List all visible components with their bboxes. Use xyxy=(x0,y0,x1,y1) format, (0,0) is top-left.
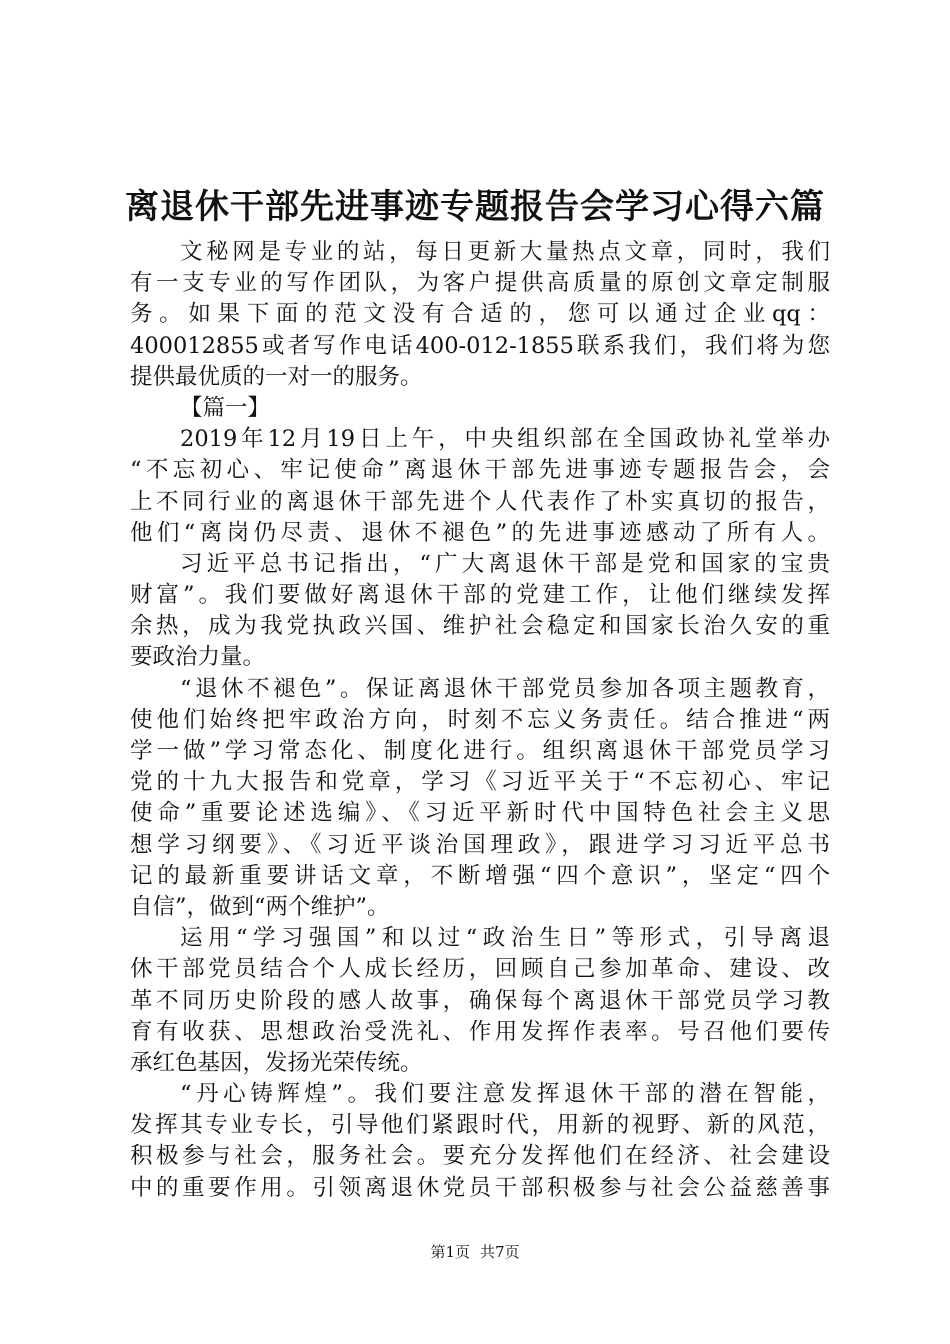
paragraph-line: 运用“学习强国”和以过“政治生日”等形式，引导离退 xyxy=(180,925,830,952)
document-title: 离退休干部先进事迹专题报告会学习心得六篇 xyxy=(125,187,825,227)
paragraph-line: 习近平总书记指出，“广大离退休干部是党和国家的宝贵 xyxy=(180,550,830,577)
paragraph-line: 休干部党员结合个人成长经历，回顾自己参加革命、建设、改 xyxy=(130,956,830,983)
paragraph-line: 他们“离岗仍尽责、退休不褪色”的先进事迹感动了所有人。 xyxy=(130,519,830,546)
paragraph-line: 有一支专业的写作团队，为客户提供高质量的原创文章定制服 xyxy=(130,270,830,297)
paragraph-line: 育有收获、思想政治受洗礼、作用发挥作表率。号召他们要传 xyxy=(130,1018,830,1045)
paragraph-line: 想学习纲要》、《习近平谈治国理政》，跟进学习习近平总书 xyxy=(130,831,830,858)
paragraph-line: 文秘网是专业的站，每日更新大量热点文章，同时，我们 xyxy=(180,239,830,265)
paragraph-line: “不忘初心、牢记使命”离退休干部先进事迹专题报告会，会 xyxy=(130,457,830,484)
paragraph-line: 使他们始终把牢政治方向，时刻不忘义务责任。结合推进“两 xyxy=(130,706,830,733)
page-number: 第1页 xyxy=(430,1243,470,1261)
paragraph-line: 使命”重要论述选编》、《习近平新时代中国特色社会主义思 xyxy=(130,800,830,827)
page-total: 共7页 xyxy=(480,1243,520,1261)
section-heading: 【篇一】 xyxy=(180,394,271,421)
paragraph-line: “丹心铸辉煌”。我们要注意发挥退休干部的潜在智能， xyxy=(180,1081,830,1108)
paragraph-line: 学一做”学习常态化、制度化进行。组织离退休干部党员学习 xyxy=(130,738,830,764)
paragraph-line: 承红色基因，发扬光荣传统。 xyxy=(130,1049,423,1076)
paragraph-line: 上不同行业的离退休干部先进个人代表作了朴实真切的报告， xyxy=(130,488,830,515)
paragraph-line: 务。如果下面的范文没有合适的，您可以通过企业qq： xyxy=(130,301,830,328)
paragraph-line: 发挥其专业专长，引导他们紧跟时代，用新的视野、新的风范， xyxy=(130,1112,830,1139)
paragraph-line: 要政治力量。 xyxy=(130,644,266,671)
paragraph-line: 自信”，做到“两个维护”。 xyxy=(130,893,390,920)
paragraph-line: 中的重要作用。引领离退休党员干部积极参与社会公益慈善事 xyxy=(130,1174,830,1201)
paragraph-line: 记的最新重要讲话文章，不断增强“四个意识”，坚定“四个 xyxy=(130,862,830,889)
paragraph-line: 2019年12月19日上午，中央组织部在全国政协礼堂举办 xyxy=(180,426,830,453)
paragraph-line: 余热，成为我党执政兴国、维护社会稳定和国家长治久安的重 xyxy=(130,613,830,640)
paragraph-line: 提供最优质的一对一的服务。 xyxy=(130,363,423,390)
document-body xyxy=(130,237,830,1204)
paragraph-line: “退休不褪色”。保证离退休干部党员参加各项主题教育， xyxy=(180,675,830,702)
paragraph-line: 积极参与社会，服务社会。要充分发挥他们在经济、社会建设 xyxy=(130,1143,830,1170)
paragraph-line: 党的十九大报告和党章，学习《习近平关于“不忘初心、牢记 xyxy=(130,769,830,796)
paragraph-line: 400012855或者写作电话400-012-1855联系我们，我们将为您 xyxy=(130,332,830,359)
paragraph-line: 革不同历史阶段的感人故事，确保每个离退休干部党员学习教 xyxy=(130,987,830,1014)
page-footer xyxy=(0,1241,950,1263)
paragraph-line: 财富”。我们要做好离退休干部的党建工作，让他们继续发挥 xyxy=(130,582,830,609)
